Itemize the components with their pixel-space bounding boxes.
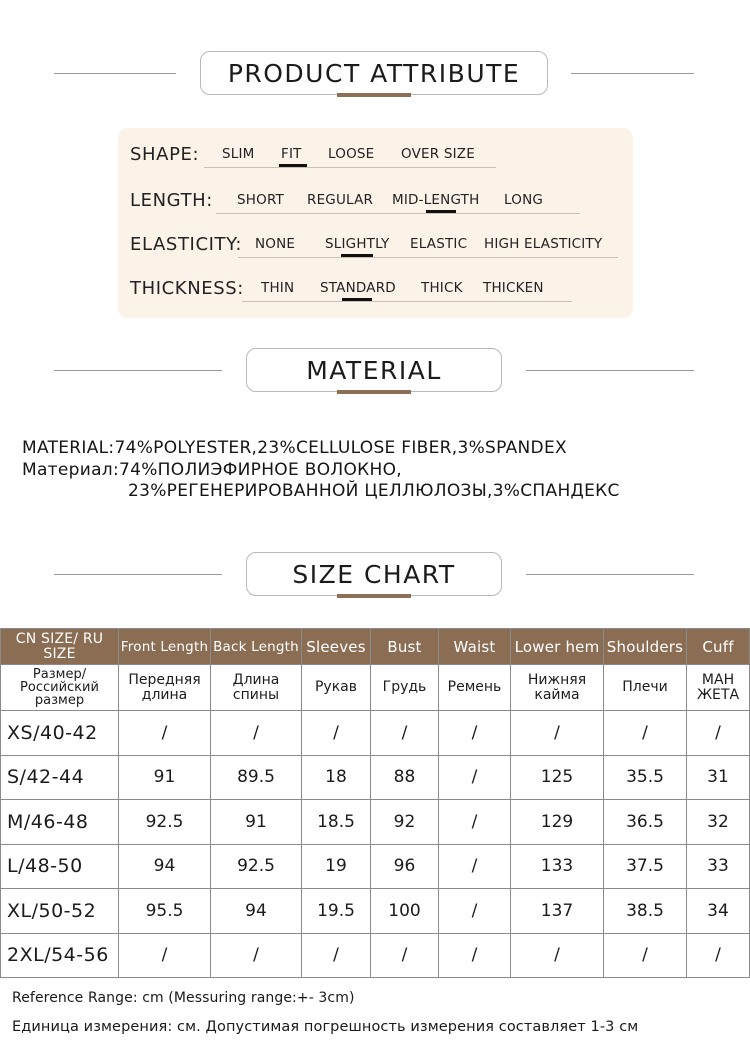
size-section-header (0, 552, 750, 598)
header-cell: Lower hem (511, 629, 604, 665)
header-cell: CN SIZE/ RU SIZE (1, 629, 119, 665)
selected-marker (342, 298, 372, 301)
attr-rule (204, 167, 496, 168)
material-header-pill (246, 348, 502, 392)
attr-option: HIGH ELASTICITY (484, 236, 603, 252)
attr-header-pill (200, 51, 548, 95)
attr-option: THICKEN (483, 280, 544, 296)
table-cell: 36.5 (604, 800, 687, 845)
size-chart-table (0, 628, 750, 978)
header-cell-ru: Нижняя кайма (511, 665, 604, 711)
table-cell: / (371, 933, 439, 978)
size-header-underline (337, 594, 411, 598)
size-header-right-line (526, 574, 694, 575)
attr-option: REGULAR (307, 192, 374, 208)
attr-option: THIN (261, 280, 295, 296)
attr-row-length (118, 186, 633, 216)
attr-row-shape (118, 140, 633, 170)
reference-note-ru: Единица измерения: см. Допустимая погрешность измерения составляет 1-3 см (12, 1019, 639, 1035)
table-cell: 34 (687, 889, 750, 934)
table-cell: / (687, 711, 750, 756)
table-cell: / (439, 755, 511, 800)
table-cell: 32 (687, 800, 750, 845)
table-cell: / (439, 844, 511, 889)
table-cell: 133 (511, 844, 604, 889)
header-cell: Cuff (687, 629, 750, 665)
selected-marker (426, 210, 456, 213)
table-cell: / (687, 933, 750, 978)
attr-option: LOOSE (328, 146, 375, 162)
table-cell: / (211, 933, 302, 978)
material-ru-value-2: 23%РЕГЕНЕРИРОВАННОЙ ЦЕЛЛЮЛОЗЫ,3%СПАНДЕКС (128, 481, 620, 501)
size-label-cell: XL/50-52 (1, 889, 119, 934)
attr-header-left-line (54, 73, 176, 74)
header-cell-ru: Плечи (604, 665, 687, 711)
header-cell-ru: Размер/ Российский размер (1, 665, 119, 711)
header-cell-ru: Передняя длина (119, 665, 211, 711)
material-ru-label: Материал: (22, 460, 119, 480)
table-header-row-en (1, 629, 750, 665)
table-cell: 92 (371, 800, 439, 845)
table-cell: / (119, 933, 211, 978)
table-cell: 19.5 (302, 889, 371, 934)
table-cell: 129 (511, 800, 604, 845)
size-label-cell: XS/40-42 (1, 711, 119, 756)
table-cell: / (302, 933, 371, 978)
attr-rule (242, 301, 572, 302)
header-cell: Sleeves (302, 629, 371, 665)
selected-marker (341, 254, 373, 257)
attr-rule (216, 213, 580, 214)
attr-rule (238, 257, 618, 258)
attr-option-selected: FIT (281, 146, 302, 162)
attr-option-selected: STANDARD (320, 280, 396, 296)
size-header-title: SIZE CHART (292, 559, 456, 589)
table-cell: 96 (371, 844, 439, 889)
table-cell: 88 (371, 755, 439, 800)
table-cell: 94 (119, 844, 211, 889)
attr-label-elasticity: ELASTICITY: (130, 234, 242, 255)
material-en-line (22, 438, 567, 458)
table-cell: / (439, 889, 511, 934)
attr-option: NONE (255, 236, 296, 252)
table-cell: 91 (119, 755, 211, 800)
attr-option-selected: SLIGHTLY (325, 236, 390, 252)
attr-option: LONG (504, 192, 544, 208)
size-label-cell: M/46-48 (1, 800, 119, 845)
size-label-cell: 2XL/54-56 (1, 933, 119, 978)
table-row (1, 755, 750, 800)
header-cell: Front Length (119, 629, 211, 665)
header-cell-ru: Длина спины (211, 665, 302, 711)
attr-option-selected: MID-LENGTH (392, 192, 480, 208)
table-row (1, 933, 750, 978)
material-ru-line-2 (128, 481, 620, 501)
table-cell: 137 (511, 889, 604, 934)
table-cell: 33 (687, 844, 750, 889)
table-cell: / (511, 711, 604, 756)
table-cell: 89.5 (211, 755, 302, 800)
attr-option: THICK (421, 280, 463, 296)
table-cell: / (439, 933, 511, 978)
size-rows (1, 711, 750, 978)
table-cell: / (439, 800, 511, 845)
attr-option: OVER SIZE (401, 146, 475, 162)
material-header-title: MATERIAL (306, 355, 442, 385)
material-header-underline (337, 390, 411, 394)
table-cell: / (119, 711, 211, 756)
header-cell: Shoulders (604, 629, 687, 665)
table-cell: / (604, 933, 687, 978)
table-cell: / (439, 711, 511, 756)
table-cell: 37.5 (604, 844, 687, 889)
attr-label-length: LENGTH: (130, 190, 213, 211)
attr-header-title: PRODUCT ATTRIBUTE (227, 58, 521, 88)
material-section-header (0, 348, 750, 394)
table-cell: 31 (687, 755, 750, 800)
header-cell: Waist (439, 629, 511, 665)
table-cell: / (371, 711, 439, 756)
reference-note: Reference Range: cm (Messuring range:+- 3cm) (12, 990, 355, 1006)
attr-option: SHORT (237, 192, 284, 208)
attr-row-thickness (118, 274, 633, 304)
size-header-left-line (54, 574, 222, 575)
header-cell-ru: Грудь (371, 665, 439, 711)
table-cell: 35.5 (604, 755, 687, 800)
material-header-right-line (526, 370, 694, 371)
material-ru-value-1: 74%ПОЛИЭФИРНОЕ ВОЛОКНО, (119, 460, 402, 480)
size-label-cell: L/48-50 (1, 844, 119, 889)
attr-row-elasticity (118, 230, 633, 260)
header-cell: Bust (371, 629, 439, 665)
material-header-left-line (54, 370, 222, 371)
table-cell: 18 (302, 755, 371, 800)
header-cell-ru: МАН ЖЕТА (687, 665, 750, 711)
attr-header-underline (337, 93, 411, 97)
table-cell: 92.5 (211, 844, 302, 889)
table-cell: 38.5 (604, 889, 687, 934)
attr-label-shape: SHAPE: (130, 144, 200, 165)
table-cell: 100 (371, 889, 439, 934)
header-cell-ru: Рукав (302, 665, 371, 711)
header-cell-ru: Ремень (439, 665, 511, 711)
size-header-pill (246, 552, 502, 596)
table-cell: 18.5 (302, 800, 371, 845)
table-row (1, 800, 750, 845)
table-cell: / (511, 933, 604, 978)
table-cell: 125 (511, 755, 604, 800)
table-header-row-ru (1, 665, 750, 711)
material-en-label: MATERIAL: (22, 438, 115, 458)
selected-marker (279, 164, 307, 167)
attr-option: SLIM (222, 146, 255, 162)
table-cell: 19 (302, 844, 371, 889)
size-label-cell: S/42-44 (1, 755, 119, 800)
table-cell: / (211, 711, 302, 756)
header-cell: Back Length (211, 629, 302, 665)
table-row (1, 844, 750, 889)
material-en-value: 74%POLYESTER,23%CELLULOSE FIBER,3%SPANDEX (114, 438, 567, 458)
table-row (1, 889, 750, 934)
table-cell: 95.5 (119, 889, 211, 934)
table-cell: 92.5 (119, 800, 211, 845)
table-cell: 94 (211, 889, 302, 934)
table-cell: / (302, 711, 371, 756)
table-row (1, 711, 750, 756)
attr-header-right-line (571, 73, 694, 74)
attr-label-thickness: THICKNESS: (130, 278, 244, 299)
attribute-box (118, 128, 633, 318)
attr-option: ELASTIC (410, 236, 468, 252)
table-cell: 91 (211, 800, 302, 845)
attr-section-header (0, 51, 750, 97)
table-cell: / (604, 711, 687, 756)
material-ru-line (22, 460, 402, 480)
